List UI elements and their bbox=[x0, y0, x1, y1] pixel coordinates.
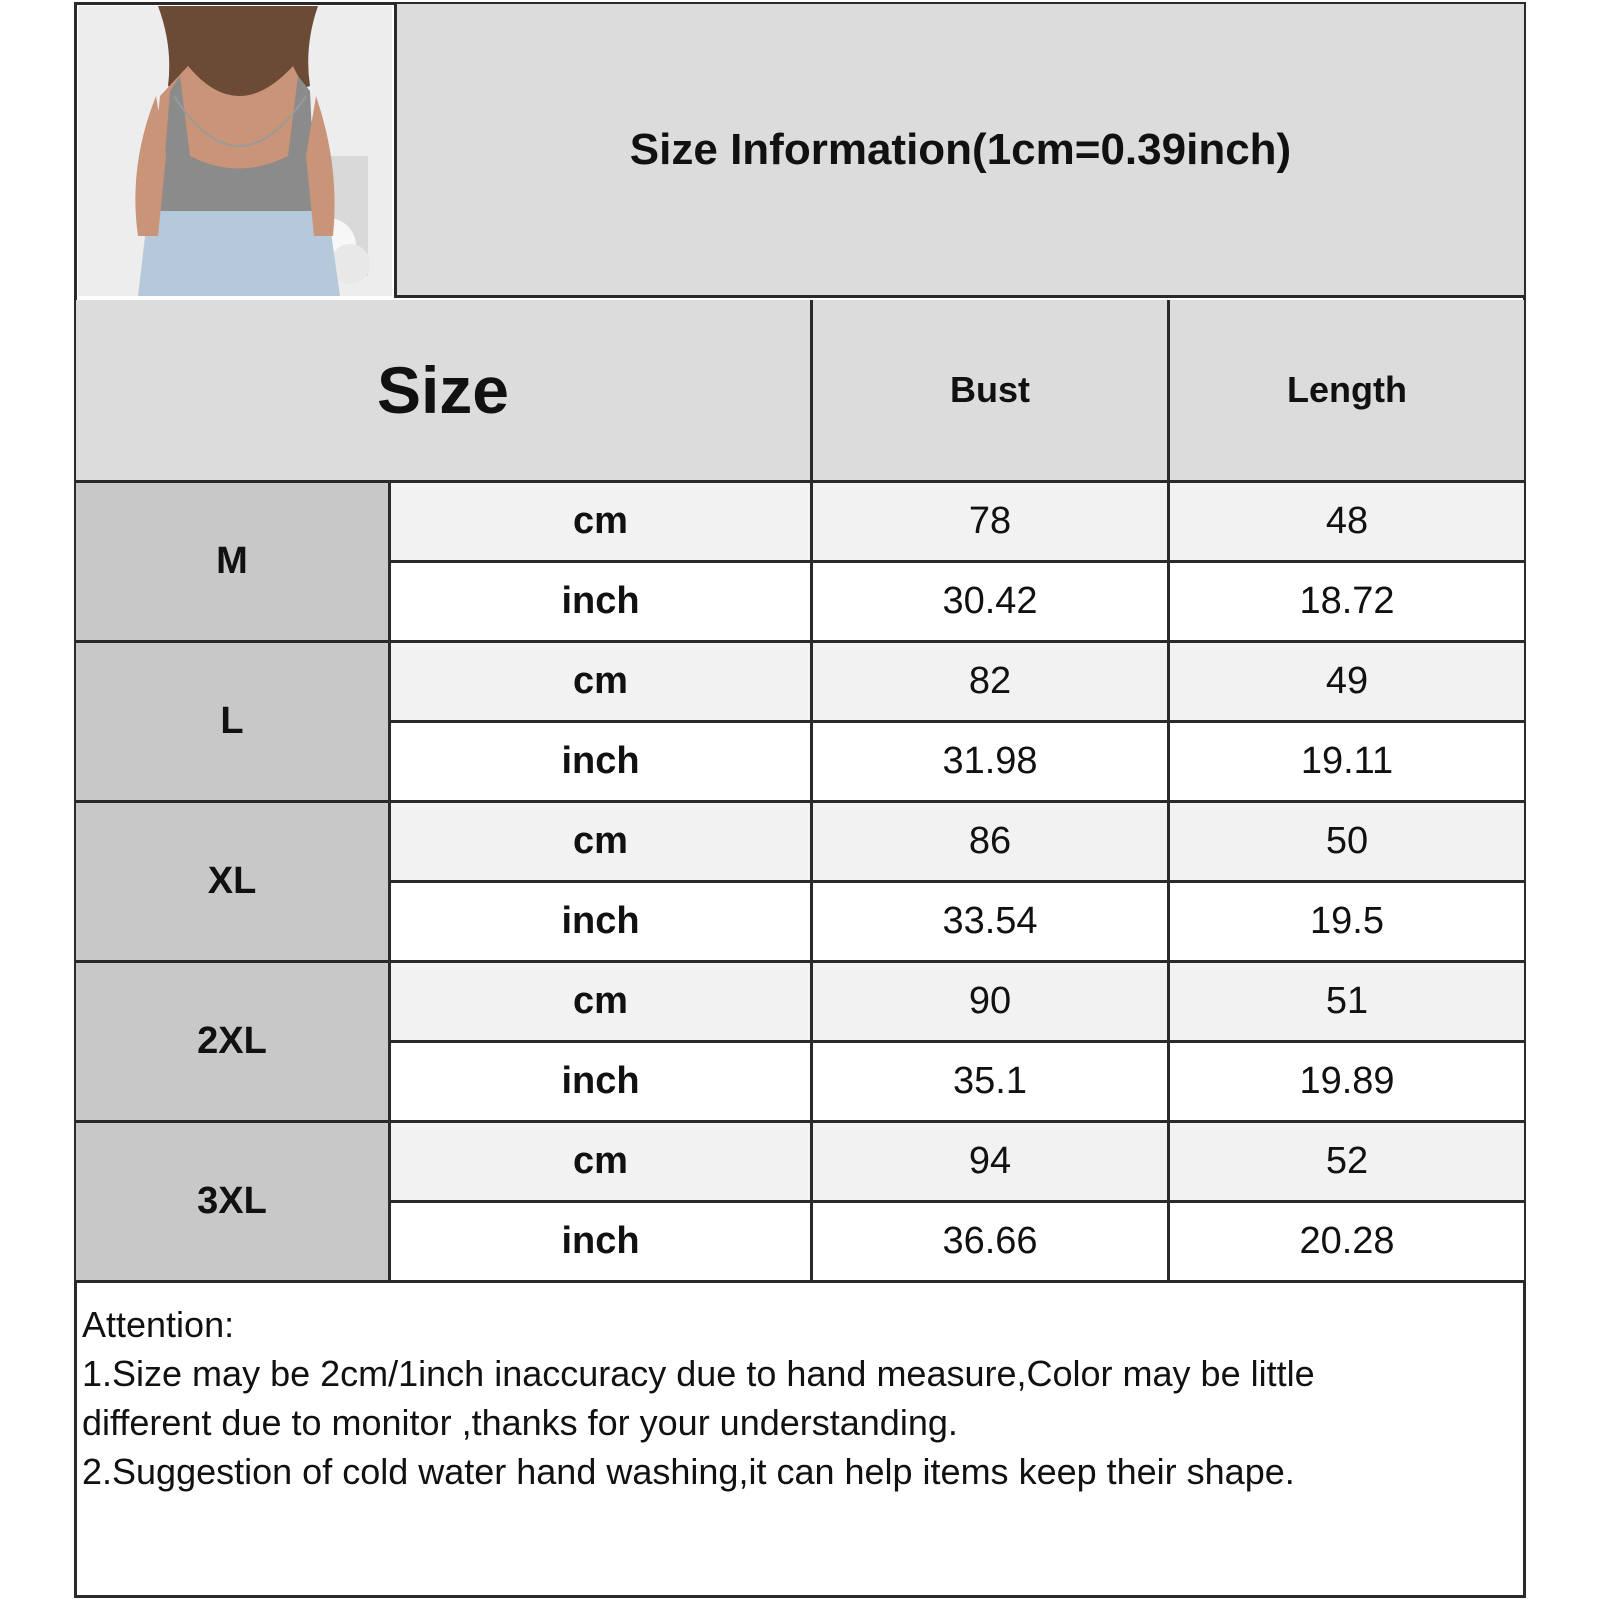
bust-cm-value: 94 bbox=[813, 1123, 1170, 1203]
length-inch-value: 19.89 bbox=[1170, 1043, 1524, 1123]
bust-cm-value: 78 bbox=[813, 483, 1170, 563]
unit-cm: cm bbox=[391, 643, 813, 723]
size-label: XL bbox=[76, 803, 391, 963]
chart-title: Size Information(1cm=0.39inch) bbox=[394, 4, 1524, 298]
unit-cm: cm bbox=[391, 1123, 813, 1203]
size-label: L bbox=[76, 643, 391, 803]
bust-cm-value: 90 bbox=[813, 963, 1170, 1043]
size-label: M bbox=[76, 483, 391, 643]
length-cm-value: 51 bbox=[1170, 963, 1524, 1043]
length-cm-value: 48 bbox=[1170, 483, 1524, 563]
header-bust: Bust bbox=[813, 300, 1170, 483]
length-inch-value: 18.72 bbox=[1170, 563, 1524, 643]
length-inch-value: 20.28 bbox=[1170, 1203, 1524, 1283]
unit-cm: cm bbox=[391, 963, 813, 1043]
unit-inch: inch bbox=[391, 883, 813, 963]
unit-inch: inch bbox=[391, 1203, 813, 1283]
notes-line: 1.Size may be 2cm/1inch inaccuracy due to hand measure,Color may be little bbox=[82, 1353, 1315, 1394]
bust-cm-value: 86 bbox=[813, 803, 1170, 883]
bust-inch-value: 30.42 bbox=[813, 563, 1170, 643]
notes-line: different due to monitor ,thanks for your understanding. bbox=[82, 1402, 958, 1443]
notes-line: 2.Suggestion of cold water hand washing,it can help items keep their shape. bbox=[82, 1451, 1295, 1492]
unit-inch: inch bbox=[391, 563, 813, 643]
unit-inch: inch bbox=[391, 1043, 813, 1123]
bust-inch-value: 33.54 bbox=[813, 883, 1170, 963]
unit-cm: cm bbox=[391, 483, 813, 563]
product-photo bbox=[78, 6, 392, 296]
length-inch-value: 19.5 bbox=[1170, 883, 1524, 963]
size-label: 2XL bbox=[76, 963, 391, 1123]
bust-inch-value: 35.1 bbox=[813, 1043, 1170, 1123]
length-cm-value: 50 bbox=[1170, 803, 1524, 883]
header-size: Size bbox=[76, 300, 813, 483]
header-length: Length bbox=[1170, 300, 1524, 483]
unit-cm: cm bbox=[391, 803, 813, 883]
notes-heading: Attention: bbox=[82, 1304, 235, 1345]
size-label: 3XL bbox=[76, 1123, 391, 1283]
bust-cm-value: 82 bbox=[813, 643, 1170, 723]
unit-inch: inch bbox=[391, 723, 813, 803]
bust-inch-value: 31.98 bbox=[813, 723, 1170, 803]
attention-notes bbox=[82, 1300, 1512, 1496]
length-cm-value: 49 bbox=[1170, 643, 1524, 723]
length-inch-value: 19.11 bbox=[1170, 723, 1524, 803]
length-cm-value: 52 bbox=[1170, 1123, 1524, 1203]
bust-inch-value: 36.66 bbox=[813, 1203, 1170, 1283]
